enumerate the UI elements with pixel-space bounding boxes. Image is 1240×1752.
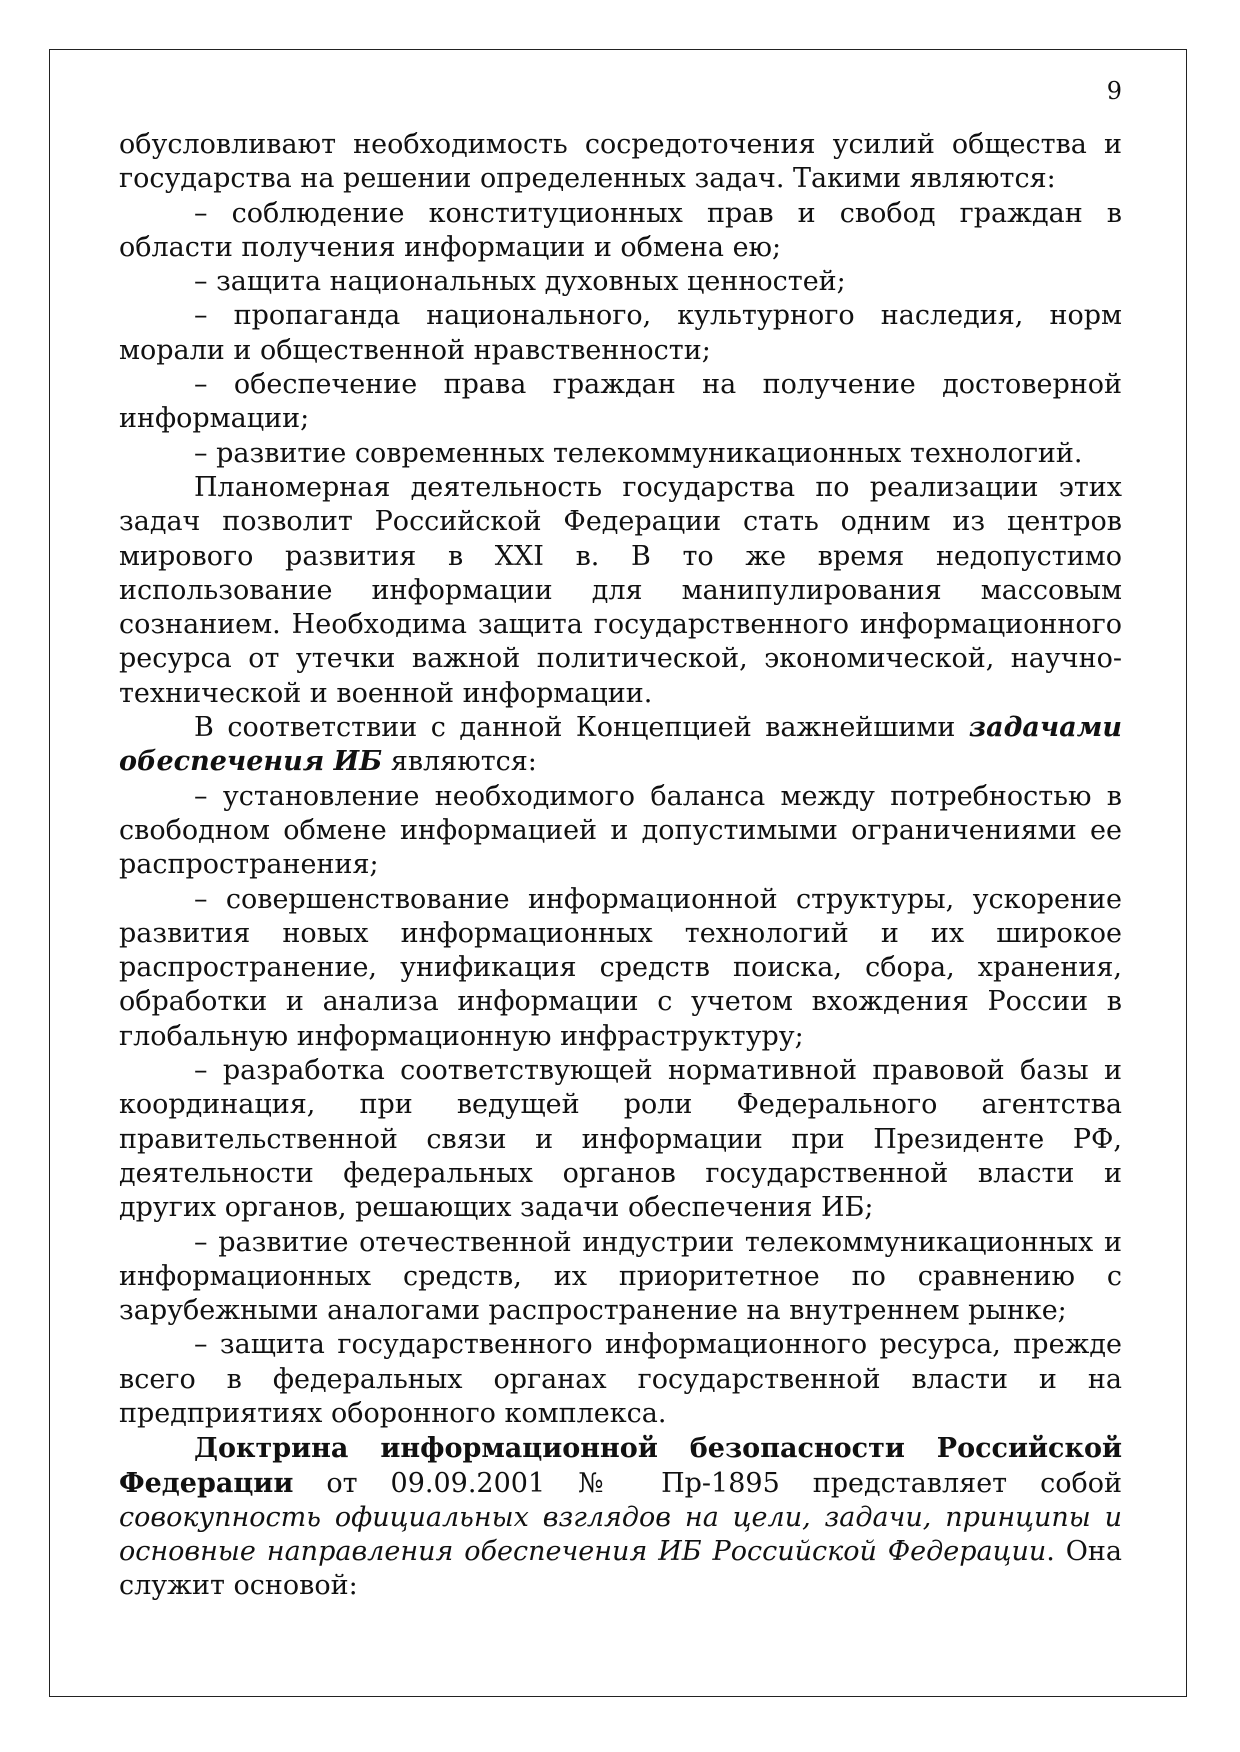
doctrine-date: от 09.09.2001 № Пр-1895 представляет собой	[293, 1467, 1122, 1499]
doctrine-definition: совокупность официальных взглядов на цели, задачи, принципы и основные направления обеспечения ИБ Российской Федерации	[119, 1501, 1122, 1568]
list-item-infrastructure: – совершенствование информационной структуры, ускорение развития новых информационных технологий и их широкое распространение, унификация средств поиска, сбора, хранения, обработки и анализа информации с учетом вхождения России в глобальную информационную инфраструктуру;	[119, 883, 1122, 1052]
ib-tasks-intro-text: В соответствии с данной Концепцией важнейшими	[194, 712, 969, 744]
list-item-balance: – установление необходимого баланса между потребностью в свободном обмене информацией и допустимыми ограничениями ее распространения;	[119, 780, 1122, 881]
list-item-state-resource-protection: – защита государственного информационного ресурса, прежде всего в федеральных органах государственной власти и на предприятиях оборонного комплекса.	[119, 1329, 1122, 1429]
paragraph-ib-tasks-intro	[119, 711, 1122, 780]
doctrine-end: . Она служит основой:	[119, 1536, 1122, 1602]
ib-tasks-emphasis: задачами обеспечения ИБ	[119, 712, 1122, 778]
list-item-spiritual-values: – защита национальных духовных ценностей;	[194, 266, 846, 298]
page-number: 9	[1106, 77, 1122, 105]
list-item-legal-framework: – разработка соответствующей нормативной правовой базы и координация, при ведущей роли Федерального агентства правительственной связи и информации при Президенте РФ, деятельности федеральных органов государственной власти и других органов, решающих задачи обеспечения ИБ;	[119, 1055, 1122, 1224]
paragraph-state-activity: Планомерная деятельность государства по реализации этих задач позволит Российской Федерации стать одним из центров мирового развития в XXI в. В то же время недопустимо использование информации для манипулирования массовым сознанием. Необходима защита государственного информационного ресурса от утечки важной политической, экономической, научно-технической и военной информации.	[119, 471, 1122, 709]
paragraph-doctrine	[119, 1432, 1122, 1603]
list-item-domestic-industry: – развитие отечественной индустрии телекоммуникационных и информационных средств, их приоритетное по сравнению с зарубежными аналогами распространение на внутреннем рынке;	[119, 1226, 1122, 1327]
list-item-constitutional-rights: – соблюдение конституционных прав и свобод граждан в области получения информации и обмена ею;	[119, 197, 1122, 263]
page-body	[119, 128, 1122, 1604]
list-item-telecom-technologies: – развитие современных телекоммуникационных технологий.	[194, 437, 1083, 469]
list-item-reliable-information: – обеспечение права граждан на получение достоверной информации;	[119, 369, 1122, 435]
ib-tasks-intro-end: являются:	[382, 746, 537, 778]
doctrine-title: Доктрина информационной безопасности Российской Федерации	[119, 1433, 1122, 1499]
list-item-cultural-heritage: – пропаганда национального, культурного наследия, норм морали и общественной нравственности;	[119, 300, 1122, 366]
paragraph-intro: обусловливают необходимость сосредоточения усилий общества и государства на решении определенных задач. Такими являются:	[119, 129, 1122, 195]
